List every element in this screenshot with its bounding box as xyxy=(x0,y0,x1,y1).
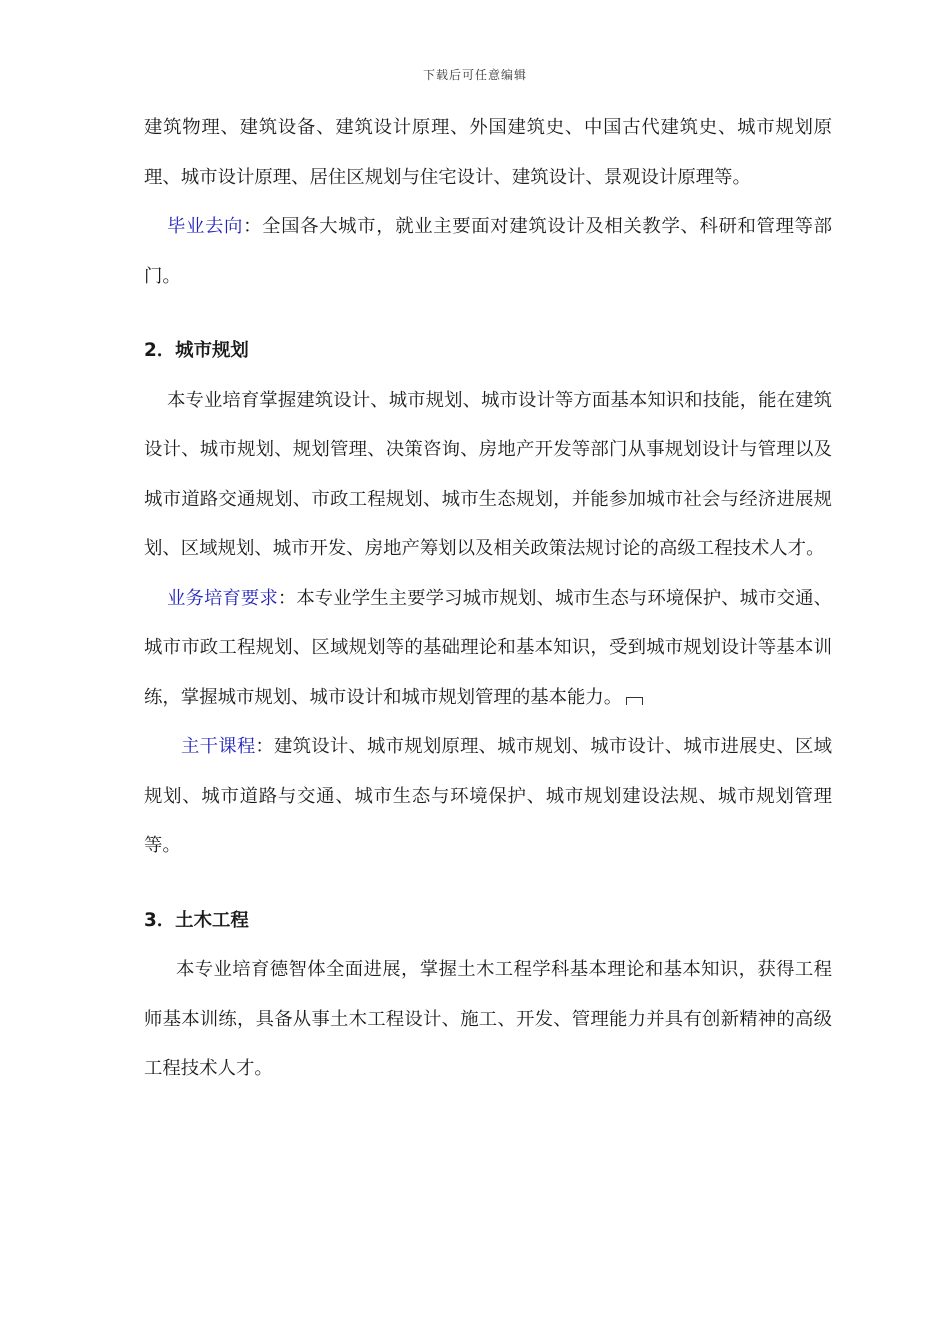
section3-heading: 3．土木工程 xyxy=(144,909,249,931)
section1-course-list: 建筑物理、建筑设备、建筑设计原理、外国建筑史、中国古代建筑史、城市规划原理、城市设计原理、居住区规划与住宅设计、建筑设计、景观设计原理等。 xyxy=(144,117,832,188)
courses-label: 主干课程 xyxy=(181,736,256,757)
requirements-text: ：本专业学生主要学习城市规划、城市生态与环境保护、城市交通、城市市政工程规划、区域规划等的基础理论和基本知识，受到城市规划设计等基本训练，掌握城市规划、城市设计和城市规划管理的基本能力。 xyxy=(144,587,832,708)
courses-text: ：建筑设计、城市规划原理、城市规划、城市设计、城市进展史、区域规划、城市道路与交通、城市生态与环境保护、城市规划建设法规、城市规划管理等。 xyxy=(144,736,832,856)
section3-intro: 本专业培育德智体全面进展，掌握土木工程学科基本理论和基本知识，获得工程师基本训练，具备从事土木工程设计、施工、开发、管理能力并具有创新精神的高级工程技术人才。 xyxy=(144,959,832,1079)
page-header-note: 下载后可任意编辑 xyxy=(422,68,527,82)
paragraph-mark-icon xyxy=(626,697,643,705)
section2-intro: 本专业培育掌握建筑设计、城市规划、城市设计等方面基本知识和技能，能在建筑设计、城市规划、规划管理、决策咨询、房地产开发等部门从事规划设计与管理以及城市道路交通规划、市政工程规划、城市生态规划，并能参加城市社会与经济进展规划、区域规划、城市开发、房地产筹划以及相关政策法规讨论的高级工程技术人才。 xyxy=(144,389,832,559)
employment-text: ：全国各大城市，就业主要面对建筑设计及相关教学、科研和管理等部门。 xyxy=(144,216,832,287)
section2-requirements xyxy=(144,574,832,723)
spacer xyxy=(144,871,832,896)
document-body xyxy=(144,103,832,1094)
employment-label: 毕业去向 xyxy=(167,216,244,237)
spacer xyxy=(144,301,832,326)
section2-heading: 2．城市规划 xyxy=(144,340,249,361)
section1-employment xyxy=(144,202,832,301)
requirements-label: 业务培育要求 xyxy=(167,587,278,609)
section2-courses xyxy=(144,722,832,871)
